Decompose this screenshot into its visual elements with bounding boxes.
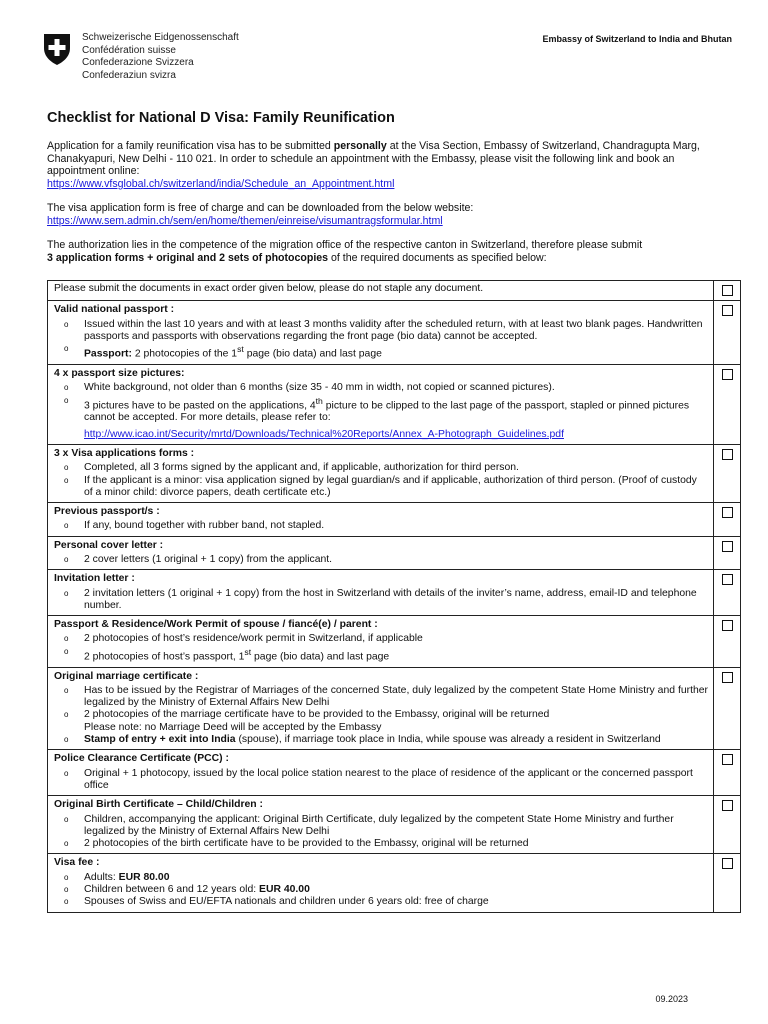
checklist-row-application-forms: [48, 444, 741, 502]
section-title-marriage-certificate: Original marriage certificate :: [54, 670, 199, 682]
checkbox-host-documents[interactable]: [722, 620, 733, 631]
section-title-previous-passports: Previous passport/s :: [54, 506, 160, 518]
list-item: o Completed, all 3 forms signed by the applicant and, if applicable, authorization for third person.: [54, 462, 708, 474]
ordinal-suffix: th: [315, 395, 323, 406]
list-item: o If any, bound together with rubber band, not stapled.: [54, 520, 708, 532]
federation-name-de: Schweizerische Eidgenossenschaft: [82, 32, 239, 43]
passport-copies-label: Passport:: [84, 348, 132, 360]
photo-guidelines-link[interactable]: http://www.icao.int/Security/mrtd/Downloads/Technical%20Reports/Annex_A-Photograph_Guidelines.pdf: [84, 428, 564, 440]
list-item: o If the applicant is a minor: visa application signed by legal guardian/s and if applicable, authorization of third person. (Proof of custody of a minor child: divorce papers, death certificate etc.): [54, 475, 708, 500]
federation-name-it: Confederazione Svizzera: [82, 57, 194, 68]
checkbox-application-forms[interactable]: [722, 449, 733, 460]
list-item: [54, 343, 708, 361]
list-item: o Original + 1 photocopy, issued by the local police station nearest to the place of residence of the applicant or the concerned passport office: [54, 768, 708, 793]
stamp-text: (spouse), if marriage took place in India, while spouse was already a resident in Switzerland: [235, 734, 661, 746]
checklist-row-invitation-letter: [48, 570, 741, 616]
list-item: o Spouses of Swiss and EU/EFTA nationals and children under 6 years old: free of charge: [54, 896, 708, 908]
intro-p1-bold: personally: [333, 140, 387, 152]
checkbox-cover-letter[interactable]: [722, 541, 733, 552]
swiss-crest-icon: [42, 32, 72, 66]
checklist-row-pictures: [48, 364, 741, 444]
checklist-row-passport: [48, 301, 741, 365]
checklist-row-previous-passports: [48, 503, 741, 537]
section-title-application-forms: 3 x Visa applications forms :: [54, 447, 195, 459]
intro-p3-text: The authorization lies in the competence of the migration office of the respective canton in Switzerland, therefore please submit: [47, 239, 643, 251]
intro-paragraph-2: [47, 202, 727, 227]
intro-paragraph-1: [47, 140, 727, 190]
federation-name-fr: Confédération suisse: [82, 44, 176, 56]
section-title-host-documents: Passport & Residence/Work Permit of spouse / fiancé(e) / parent :: [54, 619, 378, 631]
section-title-birth-certificate: Original Birth Certificate – Child/Children :: [54, 799, 263, 811]
intro-text: [47, 140, 727, 276]
marriage-deed-note: Please note: no Marriage Deed will be accepted by the Embassy: [84, 721, 382, 733]
ordinal-suffix: st: [237, 344, 244, 355]
checkbox-previous-passports[interactable]: [722, 507, 733, 518]
list-item: [54, 709, 708, 734]
checkbox-passport[interactable]: [722, 305, 733, 316]
fee-children-value: EUR 40.00: [259, 883, 310, 895]
list-item: o Issued within the last 10 years and with at least 3 months validity after the scheduled return, with at least two blank pages. Handwritten passports and passports with observations regarding the front page (bio data) cannot be accepted.: [54, 319, 708, 344]
checklist-row-visa-fee: [48, 854, 741, 912]
intro-p1-text: Application for a family reunification visa has to be submitted: [47, 140, 334, 152]
checkbox-pictures[interactable]: [722, 369, 733, 380]
checkbox-visa-fee[interactable]: [722, 858, 733, 869]
embassy-name: Embassy of Switzerland to India and Bhutan: [542, 34, 732, 44]
fee-adults-value: EUR 80.00: [118, 871, 170, 883]
section-title-invitation-letter: Invitation letter :: [54, 573, 135, 585]
federation-name-rm: Confederaziun svizra: [82, 69, 176, 81]
application-form-link[interactable]: https://www.sem.admin.ch/sem/en/home/themen/einreise/visumantragsformular.html: [47, 214, 443, 227]
fee-children-label: Children between 6 and 12 years old:: [84, 883, 260, 895]
list-item: o 2 invitation letters (1 original + 1 copy) from the host in Switzerland with details of the inviter’s name, address, email-ID and telephone number.: [54, 588, 708, 613]
page-title: Checklist for National D Visa: Family Reunification: [47, 110, 395, 126]
list-item: o White background, not older than 6 months (size 35 - 40 mm in width, not copied or scanned pictures).: [54, 382, 708, 394]
list-item: o 2 photocopies of host’s residence/work permit in Switzerland, if applicable: [54, 633, 708, 645]
list-item: o Children, accompanying the applicant: Original Birth Certificate, duly legalized by the competent State Home Ministry and further legalized by the Ministry of External Affairs New Delhi: [54, 814, 708, 839]
passport-copies-text: 2 photocopies of the 1: [131, 348, 238, 360]
checkbox-marriage-certificate[interactable]: [722, 672, 733, 683]
appointment-link[interactable]: https://www.vfsglobal.ch/switzerland/india/Schedule_an_Appointment.html: [47, 177, 395, 190]
checkbox-police-clearance[interactable]: [722, 754, 733, 765]
pictures-text: 3 pictures have to be pasted on the applications, 4: [84, 400, 316, 412]
list-item: [54, 884, 708, 896]
list-item: [54, 395, 708, 425]
document-checklist-table: [47, 280, 741, 913]
marriage-copies-text: 2 photocopies of the marriage certificate have to be provided to the Embassy, original will be returned: [84, 709, 550, 721]
checkbox-invitation-letter[interactable]: [722, 574, 733, 585]
section-title-cover-letter: Personal cover letter :: [54, 539, 164, 551]
checklist-row-host-documents: [48, 616, 741, 667]
pictures-text-end: picture to be clipped to the last page of the passport, stapled or pinned pictures cannot be accepted. For more details, please refer to:: [84, 400, 690, 424]
section-title-police-clearance: Police Clearance Certificate (PCC) :: [54, 753, 229, 765]
checkbox-notice[interactable]: [722, 285, 733, 296]
checklist-row-cover-letter: [48, 536, 741, 570]
list-item: [54, 872, 708, 884]
document-date: 09.2023: [655, 994, 688, 1004]
list-item: o Has to be issued by the Registrar of Marriages of the concerned State, duly legalized by the competent State Home Ministry and further legalized by the Ministry of External Affairs New Delhi: [54, 685, 708, 710]
passport-copies-text-end: page (bio data) and last page: [243, 348, 382, 360]
list-item: [54, 646, 708, 664]
checklist-row-birth-certificate: [48, 796, 741, 854]
intro-paragraph-3: [47, 239, 727, 264]
checklist-row-police-clearance: [48, 750, 741, 796]
section-title-visa-fee: Visa fee :: [54, 857, 100, 869]
section-title-passport: Valid national passport :: [54, 304, 175, 316]
page-header: [42, 32, 732, 82]
checklist-row-marriage-certificate: [48, 667, 741, 750]
list-item: o 2 cover letters (1 original + 1 copy) from the applicant.: [54, 554, 708, 566]
section-title-pictures: 4 x passport size pictures:: [54, 367, 185, 379]
fee-adults-label: Adults:: [84, 871, 119, 883]
checklist-row-notice: [48, 281, 741, 301]
host-passport-text-end: page (bio data) and last page: [251, 651, 390, 663]
ordinal-suffix: st: [244, 646, 252, 657]
intro-p3-text-end: of the required documents as specified below:: [328, 251, 547, 264]
list-item: o 2 photocopies of the birth certificate have to be provided to the Embassy, original will be returned: [54, 838, 708, 850]
notice-text: Please submit the documents in exact order given below, please do not staple any document.: [48, 281, 714, 301]
intro-p2-text: The visa application form is free of charge and can be downloaded from the below website:: [47, 202, 474, 214]
host-passport-text: 2 photocopies of host’s passport, 1: [84, 651, 245, 663]
stamp-label: Stamp of entry + exit into India: [84, 734, 236, 746]
list-item: [54, 734, 708, 746]
federation-names: [82, 32, 239, 82]
intro-p3-bold: 3 application forms + original and 2 sets of photocopies: [47, 251, 329, 264]
checkbox-birth-certificate[interactable]: [722, 800, 733, 811]
intro-p1-text-end: at the Visa Section, Embassy of Switzerland, Chandragupta Marg, Chanakyapuri, New Delhi - 110 021. In order to schedule an appointment with the Embassy, please visit the following link and book an appointment online:: [47, 140, 700, 177]
